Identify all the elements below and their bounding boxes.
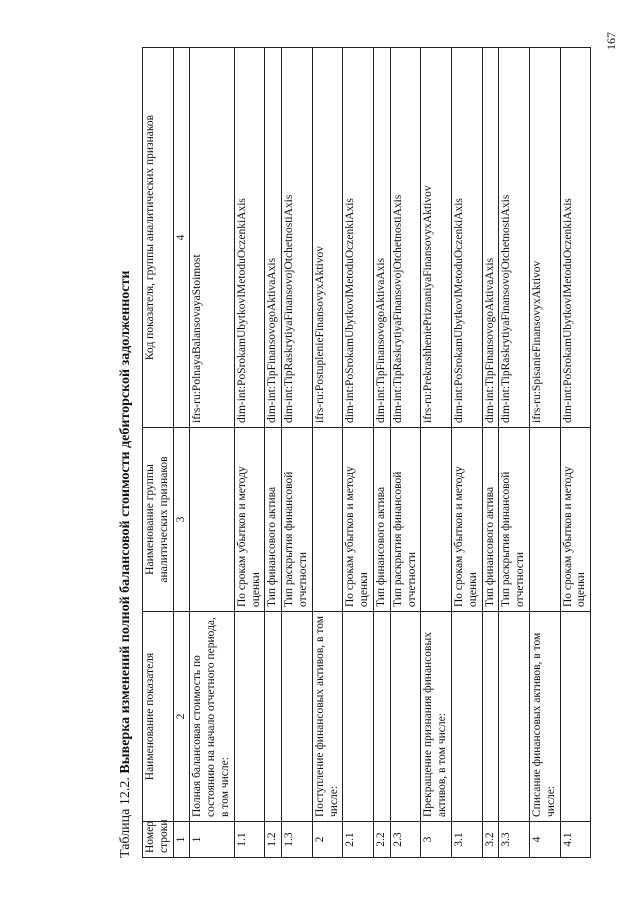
code-cell: ifrs-ru:SpisanieFinansovyxAktivov — [529, 48, 560, 428]
group-name-cell: По срокам убытков и методу оценки — [560, 428, 591, 612]
table-body — [190, 48, 591, 858]
rotated-page-content — [118, 48, 603, 858]
code-cell: ifrs-ru:PostuplenieFinansovyxAktivov — [312, 48, 343, 428]
header-row-number: Номер строки — [143, 822, 174, 858]
row-number-cell: 2.2 — [373, 822, 390, 858]
indicator-name-cell — [265, 612, 282, 822]
table-row — [451, 48, 482, 858]
table-row — [373, 48, 390, 858]
row-number-cell: 2.1 — [343, 822, 374, 858]
header-code: Код показателя, группы аналитических признаков — [143, 48, 174, 428]
group-name-cell — [529, 428, 560, 612]
row-number-cell: 3.1 — [451, 822, 482, 858]
row-number-cell: 4.1 — [560, 822, 591, 858]
header-col-number: 1 — [173, 822, 190, 858]
table-row — [343, 48, 374, 858]
indicator-name-cell: Полная балансовая стоимость по состоянию на начало отчетного периода, в том числе: — [190, 612, 234, 822]
table-row — [482, 48, 499, 858]
header-indicator-name: Наименование показателя — [143, 612, 174, 822]
header-row — [143, 48, 174, 858]
code-cell: dim-int:TipRaskrytiyaFinansovojOtchetnostiAxis — [499, 48, 530, 428]
header-col-number: 2 — [173, 612, 190, 822]
caption-title: Выверка изменений полной балансовой стоимости дебиторской задолженности — [118, 270, 133, 774]
row-number-cell: 4 — [529, 822, 560, 858]
row-number-cell: 1.3 — [282, 822, 313, 858]
table-row — [312, 48, 343, 858]
table-row — [265, 48, 282, 858]
table-row — [529, 48, 560, 858]
code-cell: dim-int:PoSrokamUbytkovIMetoduOczenkiAxis — [343, 48, 374, 428]
group-name-cell: Тип раскрытия финансовой отчетности — [282, 428, 313, 612]
caption-prefix: Таблица 12.2. — [118, 777, 133, 858]
indicator-name-cell: Поступление финансовых активов, в том числе: — [312, 612, 343, 822]
group-name-cell — [190, 428, 234, 612]
indicator-name-cell: Списание финансовых активов, в том числе: — [529, 612, 560, 822]
row-number-cell: 1 — [190, 822, 234, 858]
code-cell: dim-int:TipFinansovogoAktivaAxis — [265, 48, 282, 428]
row-number-cell: 1.1 — [234, 822, 265, 858]
code-cell: ifrs-ru:PolnayaBalansovayaStoimost — [190, 48, 234, 428]
indicator-name-cell — [234, 612, 265, 822]
data-table — [142, 47, 591, 858]
indicator-name-cell — [390, 612, 421, 822]
code-cell: ifrs-ru:PrekrashheniePriznaniyaFinansovyxAktivov — [421, 48, 452, 428]
table-row — [190, 48, 234, 858]
page-number — [604, 32, 619, 50]
group-name-cell: По срокам убытков и методу оценки — [234, 428, 265, 612]
indicator-name-cell — [560, 612, 591, 822]
code-cell: dim-int:TipFinansovogoAktivaAxis — [482, 48, 499, 428]
code-cell: dim-int:TipFinansovogoAktivaAxis — [373, 48, 390, 428]
header-number-row — [173, 48, 190, 858]
table-row — [421, 48, 452, 858]
header-col-number: 4 — [173, 48, 190, 428]
page-number-text: 167 — [604, 32, 618, 50]
group-name-cell — [421, 428, 452, 612]
group-name-cell — [312, 428, 343, 612]
row-number-cell: 3.3 — [499, 822, 530, 858]
group-name-cell: Тип раскрытия финансовой отчетности — [390, 428, 421, 612]
indicator-name-cell — [451, 612, 482, 822]
group-name-cell: Тип раскрытия финансовой отчетности — [499, 428, 530, 612]
group-name-cell: Тип финансового актива — [482, 428, 499, 612]
table-row — [390, 48, 421, 858]
header-col-number: 3 — [173, 428, 190, 612]
group-name-cell: По срокам убытков и методу оценки — [343, 428, 374, 612]
table-row — [499, 48, 530, 858]
header-group-name: Наименование группы аналитических признаков — [143, 428, 174, 612]
indicator-name-cell — [373, 612, 390, 822]
table-caption — [118, 48, 138, 858]
indicator-name-cell — [482, 612, 499, 822]
indicator-name-cell: Прекращение признания финансовых активов, в том числе: — [421, 612, 452, 822]
table-row — [282, 48, 313, 858]
group-name-cell: Тип финансового актива — [373, 428, 390, 612]
indicator-name-cell — [499, 612, 530, 822]
code-cell: dim-int:PoSrokamUbytkovIMetoduOczenkiAxis — [234, 48, 265, 428]
row-number-cell: 2.3 — [390, 822, 421, 858]
row-number-cell: 3.2 — [482, 822, 499, 858]
table-row — [560, 48, 591, 858]
table-row — [234, 48, 265, 858]
group-name-cell: По срокам убытков и методу оценки — [451, 428, 482, 612]
indicator-name-cell — [343, 612, 374, 822]
code-cell: dim-int:TipRaskrytiyaFinansovojOtchetnostiAxis — [282, 48, 313, 428]
code-cell: dim-int:PoSrokamUbytkovIMetoduOczenkiAxis — [560, 48, 591, 428]
row-number-cell: 3 — [421, 822, 452, 858]
indicator-name-cell — [282, 612, 313, 822]
group-name-cell: Тип финансового актива — [265, 428, 282, 612]
row-number-cell: 2 — [312, 822, 343, 858]
row-number-cell: 1.2 — [265, 822, 282, 858]
code-cell: dim-int:PoSrokamUbytkovIMetoduOczenkiAxis — [451, 48, 482, 428]
code-cell: dim-int:TipRaskrytiyaFinansovojOtchetnostiAxis — [390, 48, 421, 428]
